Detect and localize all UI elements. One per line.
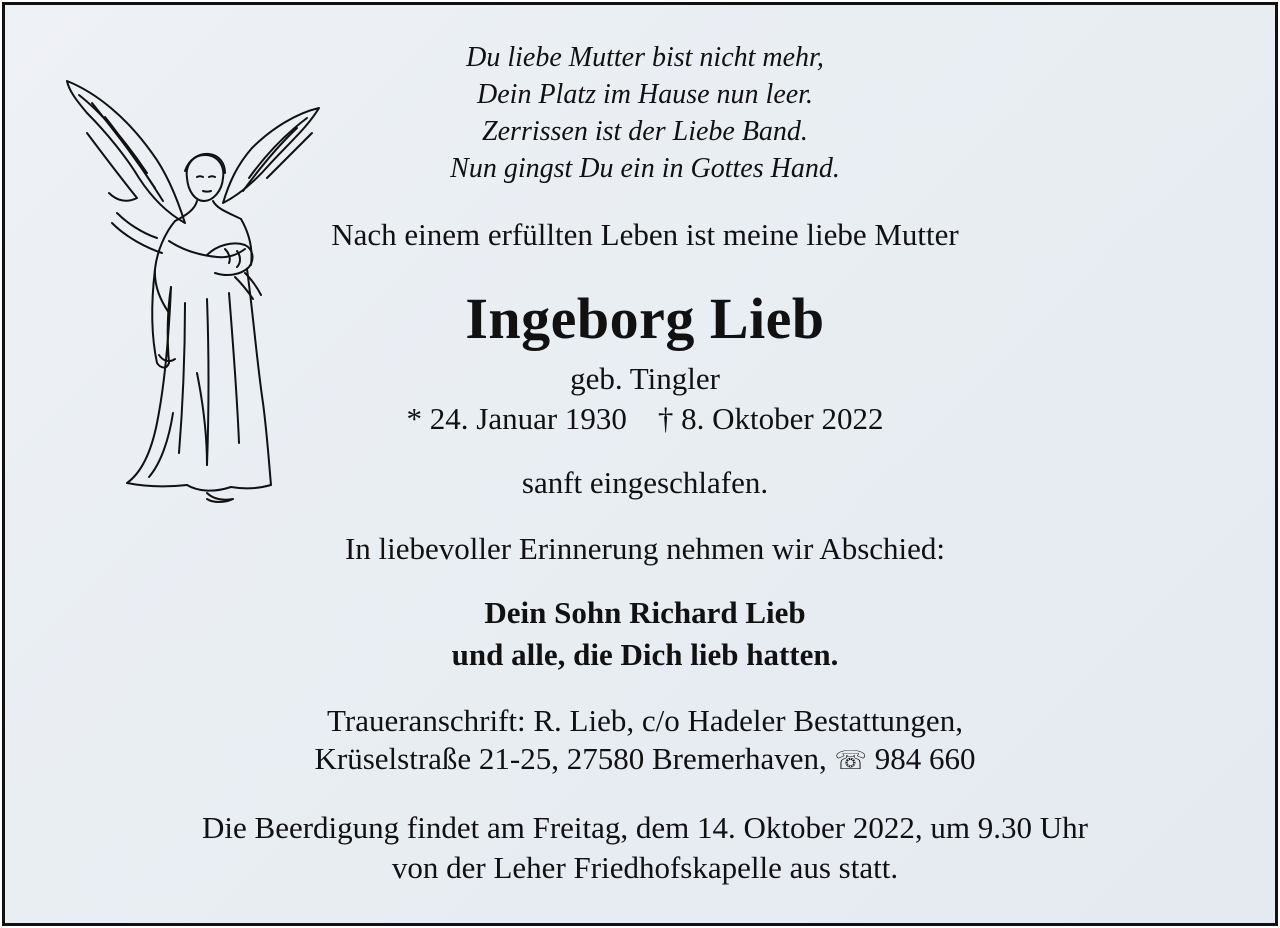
poem-line-2: Dein Platz im Hause nun leer. <box>477 79 813 110</box>
passed-text: sanft eingeschlafen. <box>521 465 769 500</box>
death-date: † 8. Oktober 2022 <box>657 401 884 436</box>
intro-text: Nach einem erfüllten Leben ist meine liebe Mutter <box>331 217 959 252</box>
birth-date: * 24. Januar 1930 <box>406 401 627 436</box>
poem-line-3: Zerrissen ist der Liebe Band. <box>482 116 808 147</box>
poem <box>5 39 1278 187</box>
address-line-2 <box>5 741 1278 777</box>
farewell-text: In liebevoller Erinnerung nehmen wir Abschied: <box>344 531 946 566</box>
telephone-icon: ☏ <box>834 746 867 776</box>
funeral-line-2: von der Leher Friedhofskapelle aus statt. <box>391 850 899 885</box>
poem-line-4: Nun gingst Du ein in Gottes Hand. <box>450 153 840 184</box>
maiden-name: geb. Tingler <box>570 361 720 396</box>
mourner-line-2: und alle, die Dich lieb hatten. <box>451 637 839 672</box>
life-dates <box>5 401 1278 437</box>
address-street: Krüselstraße 21-25, 27580 Bremerhaven, <box>314 741 827 776</box>
mourner-line-1: Dein Sohn Richard Lieb <box>484 595 806 630</box>
funeral-line-1: Die Beerdigung findet am Freitag, dem 14. Oktober 2022, um 9.30 Uhr <box>202 810 1088 845</box>
address-line-1: Traueranschrift: R. Lieb, c/o Hadeler Bestattungen, <box>327 703 963 738</box>
deceased-name: Ingeborg Lieb <box>465 286 825 351</box>
obituary-card <box>2 2 1278 926</box>
phone-number: 984 660 <box>874 741 976 776</box>
poem-line-1: Du liebe Mutter bist nicht mehr, <box>466 42 824 73</box>
